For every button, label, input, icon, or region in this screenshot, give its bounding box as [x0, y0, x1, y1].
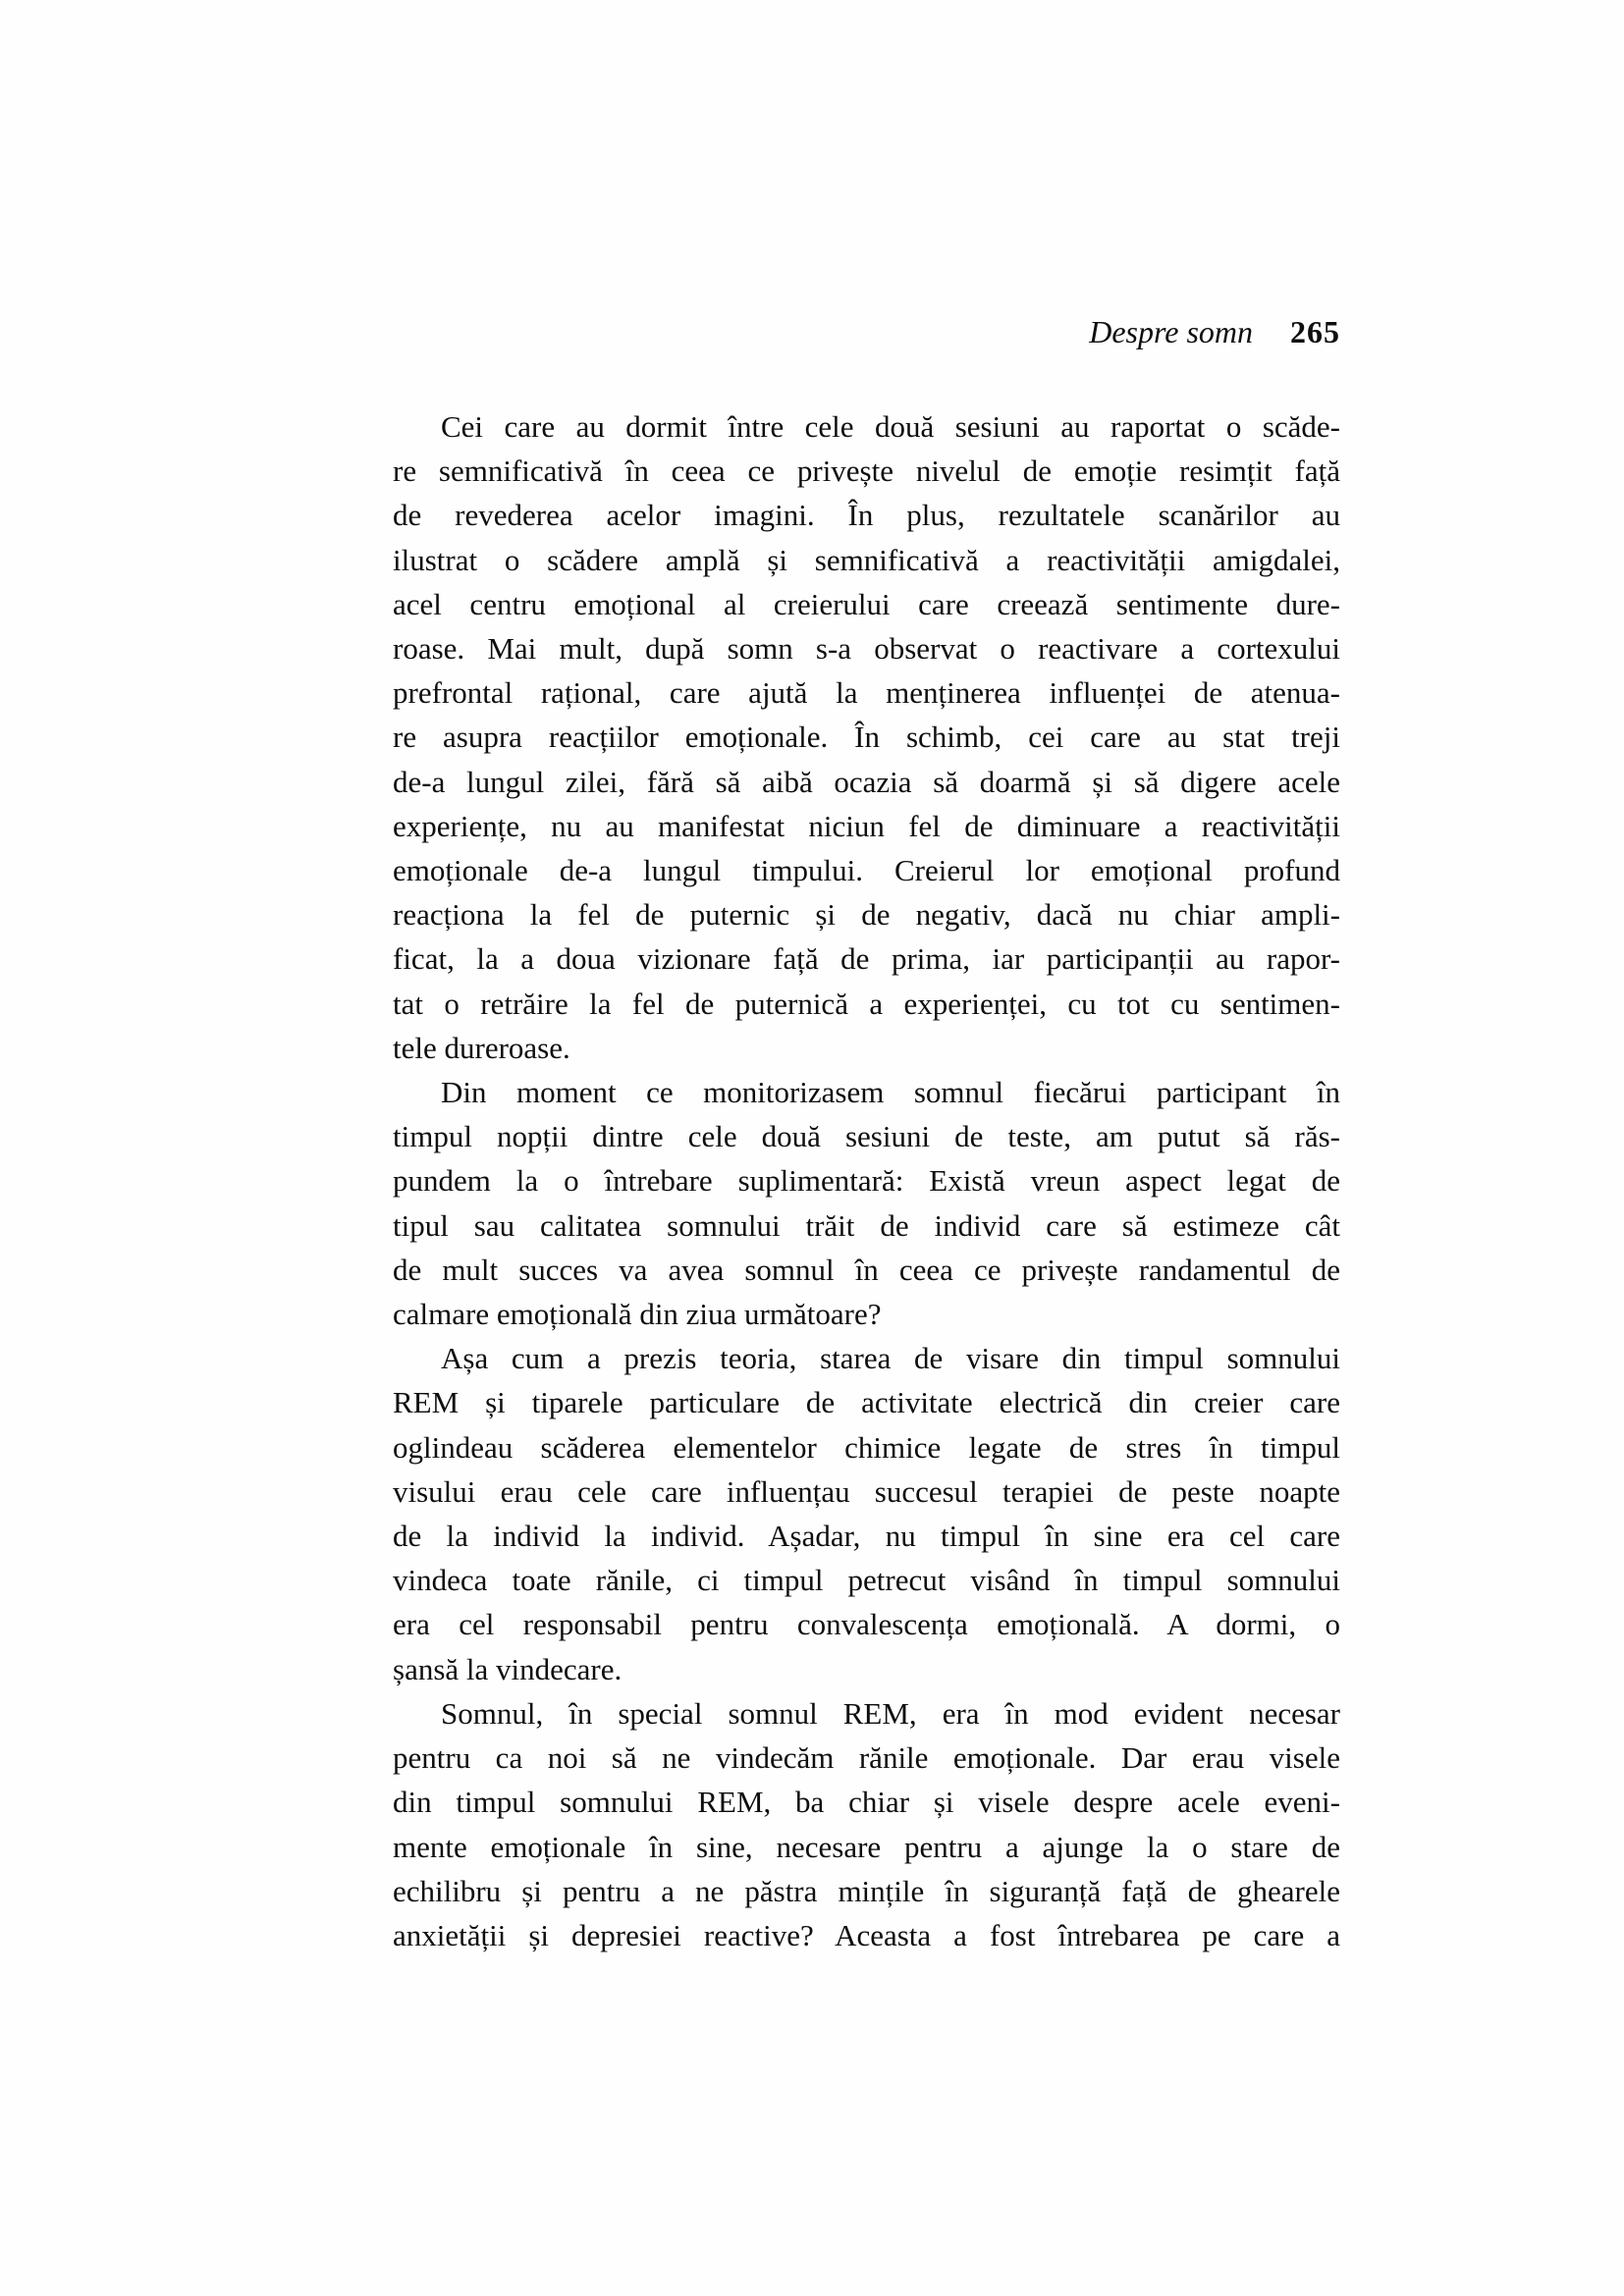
text-line: REM și tiparele particulare de activitate electrică din creier care — [393, 1385, 1340, 1420]
text-line: de la individ la individ. Așadar, nu timpul în sine era cel care — [393, 1519, 1340, 1554]
text-line: de mult succes va avea somnul în ceea ce privește randamentul de — [393, 1252, 1340, 1287]
text-line: pundem la o întrebare suplimentară: Există vreun aspect legat de — [393, 1163, 1340, 1199]
running-title: Despre somn — [1089, 314, 1253, 349]
text-line: vindeca toate rănile, ci timpul petrecut visând în timpul somnului — [393, 1563, 1340, 1598]
page-number: 265 — [1290, 314, 1340, 349]
text-line: era cel responsabil pentru convalescența emoțională. A dormi, o — [393, 1607, 1340, 1642]
paragraph — [393, 1691, 1340, 1957]
text-line: din timpul somnului REM, ba chiar și visele despre acele eveni- — [393, 1785, 1340, 1820]
text-line: anxietății și depresiei reactive? Aceasta a fost întrebarea pe care a — [393, 1917, 1340, 1952]
text-line: ilustrat o scădere amplă și semnificativă a reactivității amigdalei, — [393, 542, 1340, 577]
text-line: acel centru emoțional al creierului care creează sentimente dure- — [393, 586, 1340, 621]
text-line: ficat, la a doua vizionare față de prima, iar participanții au rapor- — [393, 941, 1340, 977]
text-line: mente emoționale în sine, necesare pentru a ajunge la o stare de — [393, 1829, 1340, 1864]
text-line: pentru ca noi să ne vindecăm rănile emoționale. Dar erau visele — [393, 1740, 1340, 1776]
text-line: Așa cum a prezis teoria, starea de visare din timpul somnului — [441, 1341, 1340, 1376]
text-line: Somnul, în special somnul REM, era în mod evident necesar — [441, 1695, 1340, 1731]
text-line: tat o retrăire la fel de puternică a experienței, cu tot cu sentimen- — [393, 986, 1340, 1021]
paragraph — [393, 1070, 1340, 1336]
text-line: tele dureroase. — [393, 1030, 570, 1065]
text-line: reacționa la fel de puternic și de negativ, dacă nu chiar ampli- — [393, 897, 1340, 933]
text-line: re semnificativă în ceea ce privește nivelul de emoție resimțit față — [393, 454, 1340, 489]
text-line: re asupra reacțiilor emoționale. În schimb, cei care au stat treji — [393, 720, 1340, 755]
text-line: echilibru și pentru a ne păstra mințile în siguranță față de ghearele — [393, 1873, 1340, 1908]
text-line: tipul sau calitatea somnului trăit de individ care să estimeze cât — [393, 1207, 1340, 1243]
page-header — [393, 312, 1340, 351]
body-text — [393, 404, 1340, 1957]
text-line: prefrontal rațional, care ajută la menținerea influenței de atenua- — [393, 675, 1340, 711]
text-line: de-a lungul zilei, fără să aibă ocazia să doarmă și să digere acele — [393, 764, 1340, 799]
paragraph — [393, 1336, 1340, 1691]
text-line: Din moment ce monitorizasem somnul fiecărui participant în — [441, 1075, 1340, 1110]
text-line: calmare emoțională din ziua următoare? — [393, 1297, 882, 1332]
paragraph — [393, 404, 1340, 1070]
text-line: oglindeau scăderea elementelor chimice legate de stres în timpul — [393, 1429, 1340, 1465]
text-line: șansă la vindecare. — [393, 1651, 623, 1686]
text-line: experiențe, nu au manifestat niciun fel de diminuare a reactivității — [393, 808, 1340, 843]
text-line: roase. Mai mult, după somn s-a observat o reactivare a cortexului — [393, 631, 1340, 667]
text-line: de revederea acelor imagini. În plus, rezultatele scanărilor au — [393, 498, 1340, 533]
text-line: timpul nopții dintre cele două sesiuni de teste, am putut să răs- — [393, 1119, 1340, 1154]
text-line: emoționale de-a lungul timpului. Creierul lor emoțional profund — [393, 853, 1340, 888]
text-line: Cei care au dormit între cele două sesiuni au raportat o scăde- — [441, 409, 1340, 444]
text-line: visului erau cele care influențau succesul terapiei de peste noapte — [393, 1473, 1340, 1509]
